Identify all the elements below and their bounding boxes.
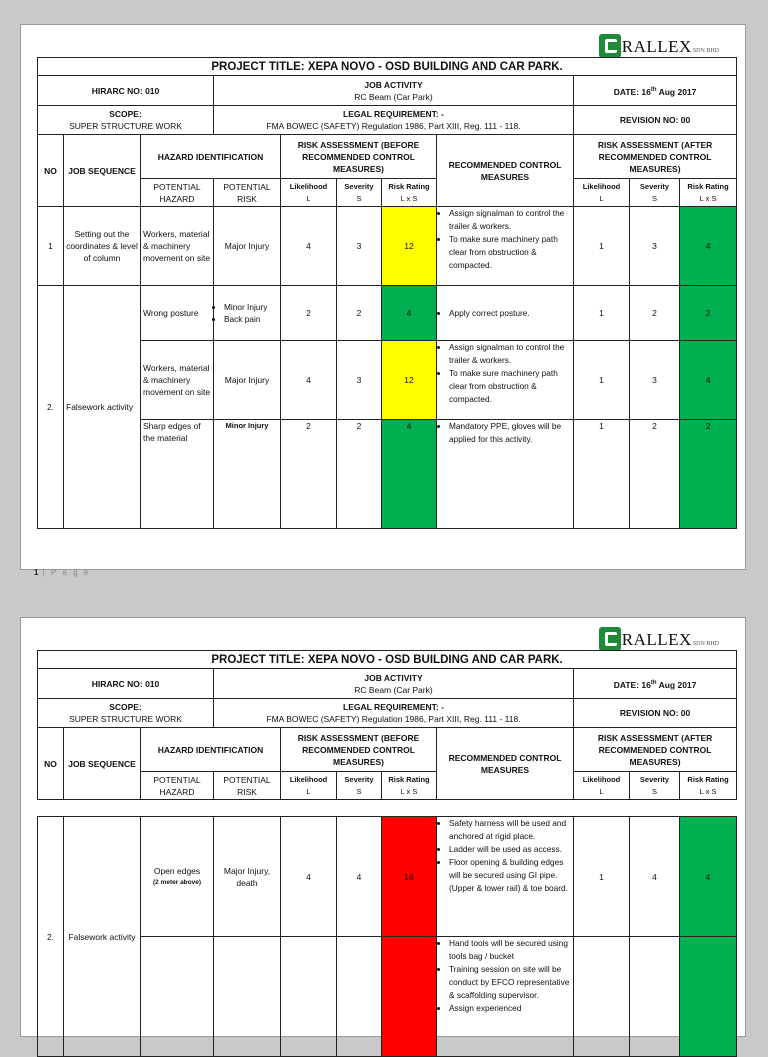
risk-rating-after-value: 4 [680,341,737,420]
likelihood-after-value: 1 [574,286,630,341]
likelihood-value: 4 [281,817,337,937]
control-measures [437,420,574,529]
likelihood-value: 4 [281,207,337,286]
logo-name: RALLEX [621,37,692,56]
col-no: NO [38,728,64,800]
company-logo [599,30,719,58]
severity-after-value [630,937,680,1057]
severity-value: 2 [337,286,382,341]
hirarc-number: HIRARC NO: 010 [38,76,214,106]
table-row [38,207,737,286]
legal-cell: LEGAL REQUIREMENT: - FMA BOWEC (SAFETY) Regulation 1986, Part XIII, Reg. 111 - 118. [214,699,574,728]
potential-hazard: Sharp edges of the material [141,420,214,529]
page-number: 1 | P a g e [34,568,91,577]
col-severity-after: Severity S [630,179,680,207]
risk-item: • Back pain [224,313,278,325]
severity-after-value: 3 [630,341,680,420]
potential-risk [214,937,281,1057]
col-risk-before: RISK ASSESSMENT (BEFORE RECOMMENDED CONTROL MEASURES) [281,728,437,772]
company-logo [599,623,719,651]
col-potential-hazard: POTENTIAL HAZARD [141,179,214,207]
potential-risk: Major Injury [214,341,281,420]
col-risk-rating-after: Risk Rating L x S [680,772,737,800]
date-label: DATE: 16 [613,86,651,97]
risk-rating-after-value: 2 [680,286,737,341]
col-likelihood-after: Likelihood L [574,772,630,800]
control-item: • Floor opening & building edges will be secured using GI pipe. (Upper & lower rail) & toe board. [449,856,571,895]
col-job-sequence: JOB SEQUENCE [64,135,141,207]
severity-after-value: 4 [630,817,680,937]
job-activity-cell [214,76,574,106]
col-control-measures: RECOMMENDED CONTROL MEASURES [437,135,574,207]
project-title: PROJECT TITLE: XEPA NOVO - OSD BUILDING AND CAR PARK. [38,58,737,76]
control-item: • Ladder will be used as access. [449,843,571,856]
col-severity-after: Severity S [630,772,680,800]
date-sup: th [650,86,657,93]
col-likelihood: Likelihood L [281,772,337,800]
job-sequence: Falsework activity [64,817,141,1057]
risk-rating-value: 4 [382,286,437,341]
risk-rating-value [382,937,437,1057]
risk-rating-after-value: 4 [680,817,737,937]
legal-value: FMA BOWEC (SAFETY) Regulation 1986, Part XIII, Reg. 111 - 118. [266,121,521,131]
col-hazard-identification: HAZARD IDENTIFICATION [141,135,281,179]
hirarc-header-page-2 [37,650,737,800]
col-risk-rating: Risk Rating L x S [382,179,437,207]
job-activity-value: RC Beam (Car Park) [354,91,433,102]
project-title: PROJECT TITLE: XEPA NOVO - OSD BUILDING AND CAR PARK. [38,651,737,669]
severity-value: 3 [337,341,382,420]
job-activity-cell: JOB ACTIVITY RC Beam (Car Park) [214,669,574,699]
severity-value: 2 [337,420,382,529]
col-risk-rating-after: Risk Rating L x S [680,179,737,207]
row-number: 2. [38,286,64,529]
col-control-measures: RECOMMENDED CONTROL MEASURES [437,728,574,800]
likelihood-after-value: 1 [574,817,630,937]
risk-rating-after-value: 4 [680,207,737,286]
potential-risk: Minor Injury [214,420,281,529]
potential-hazard: Wrong posture [141,286,214,341]
control-item: • Mandatory PPE, gloves will be applied for this activity. [449,420,571,446]
col-risk-after: RISK ASSESSMENT (AFTER RECOMMENDED CONTROL MEASURES) [574,135,737,179]
likelihood-value: 2 [281,286,337,341]
control-item: • Safety harness will be used and anchored at rigid place. [449,817,571,843]
hirarc-number: HIRARC NO: 010 [38,669,214,699]
col-hazard-identification: HAZARD IDENTIFICATION [141,728,281,772]
legal-cell [214,106,574,135]
likelihood-value: 2 [281,420,337,529]
row-number: 1 [38,207,64,286]
scope-cell [38,106,214,135]
logo-mark-icon [599,627,621,651]
hirarc-table-page-2 [37,816,737,1057]
potential-risk: Major Injury, death [214,817,281,937]
risk-rating-after-value: 2 [680,420,737,529]
col-likelihood-after: Likelihood L [574,179,630,207]
col-job-sequence: JOB SEQUENCE [64,728,141,800]
control-item: • Assign signalman to control the trailer & workers. [449,207,571,233]
control-item: • To make sure machinery path clear from obstruction & compacted. [449,233,571,272]
control-item: • Assign experienced [449,1002,571,1015]
control-measures [437,207,574,286]
logo-suffix: SDN BHD [692,48,719,54]
hirarc-table-page-1 [37,57,737,529]
control-measures [437,937,574,1057]
date-rest: Aug 2017 [656,86,697,97]
scope-cell: SCOPE: SUPER STRUCTURE WORK [38,699,214,728]
table-row [38,817,737,937]
control-measures [437,341,574,420]
job-sequence: Falsework activity [64,286,141,529]
col-potential-risk: POTENTIAL RISK [214,179,281,207]
revision-number: REVISION NO: 00 [574,699,737,728]
scope-value: SUPER STRUCTURE WORK [69,121,182,131]
control-item: • Apply correct posture. [449,307,571,320]
severity-after-value: 2 [630,286,680,341]
document-page-2 [20,617,746,1037]
logo-suffix: SDN BHD [692,641,719,647]
logo-mark-icon [599,34,621,58]
col-severity: Severity S [337,772,382,800]
likelihood-after-value: 1 [574,341,630,420]
table-row [38,286,737,341]
potential-risk: Major Injury [214,207,281,286]
col-potential-hazard: POTENTIAL HAZARD [141,772,214,800]
likelihood-after-value: 1 [574,207,630,286]
risk-rating-value: 4 [382,420,437,529]
col-risk-after: RISK ASSESSMENT (AFTER RECOMMENDED CONTROL MEASURES) [574,728,737,772]
risk-rating-value: 12 [382,207,437,286]
likelihood-after-value [574,937,630,1057]
col-no: NO [38,135,64,207]
scope-label: SCOPE: [109,109,142,119]
risk-item: • Minor Injury [224,301,278,313]
col-severity: Severity S [337,179,382,207]
job-sequence: Setting out the coordinates & level of column [64,207,141,286]
risk-rating-value: 16 [382,817,437,937]
control-measures [437,286,574,341]
likelihood-value [281,937,337,1057]
legal-label: LEGAL REQUIREMENT: - [343,109,444,119]
risk-rating-value: 12 [382,341,437,420]
logo-name: RALLEX [621,630,692,649]
control-item: • Training session on site will be conduct by EFCO representative & scaffolding supervisor. [449,963,571,1002]
table-row [38,341,737,420]
likelihood-value: 4 [281,341,337,420]
row-number: 2. [38,817,64,1057]
potential-hazard: Workers, material & machinery movement on site [141,207,214,286]
table-row [38,420,737,529]
date-cell: DATE: 16th Aug 2017 [574,669,737,699]
col-risk-before: RISK ASSESSMENT (BEFORE RECOMMENDED CONTROL MEASURES) [281,135,437,179]
job-activity-label: JOB ACTIVITY [364,79,423,90]
potential-hazard [141,937,214,1057]
col-likelihood: Likelihood L [281,179,337,207]
severity-after-value: 2 [630,420,680,529]
control-item: • Assign signalman to control the trailer & workers. [449,341,571,367]
severity-after-value: 3 [630,207,680,286]
likelihood-after-value: 1 [574,420,630,529]
control-measures [437,817,574,937]
severity-value: 3 [337,207,382,286]
date-cell [574,76,737,106]
potential-hazard: Open edges (2 meter above) [141,817,214,937]
potential-hazard: Workers, material & machinery movement on site [141,341,214,420]
control-item: • Hand tools will be secured using tools bag / bucket [449,937,571,963]
potential-risk [214,286,281,341]
control-item: • To make sure machinery path clear from obstruction & compacted. [449,367,571,406]
severity-value [337,937,382,1057]
severity-value: 4 [337,817,382,937]
col-potential-risk: POTENTIAL RISK [214,772,281,800]
table-row [38,937,737,1057]
risk-rating-after-value [680,937,737,1057]
revision-number: REVISION NO: 00 [574,106,737,135]
col-risk-rating: Risk Rating L x S [382,772,437,800]
document-page-1 [20,24,746,577]
